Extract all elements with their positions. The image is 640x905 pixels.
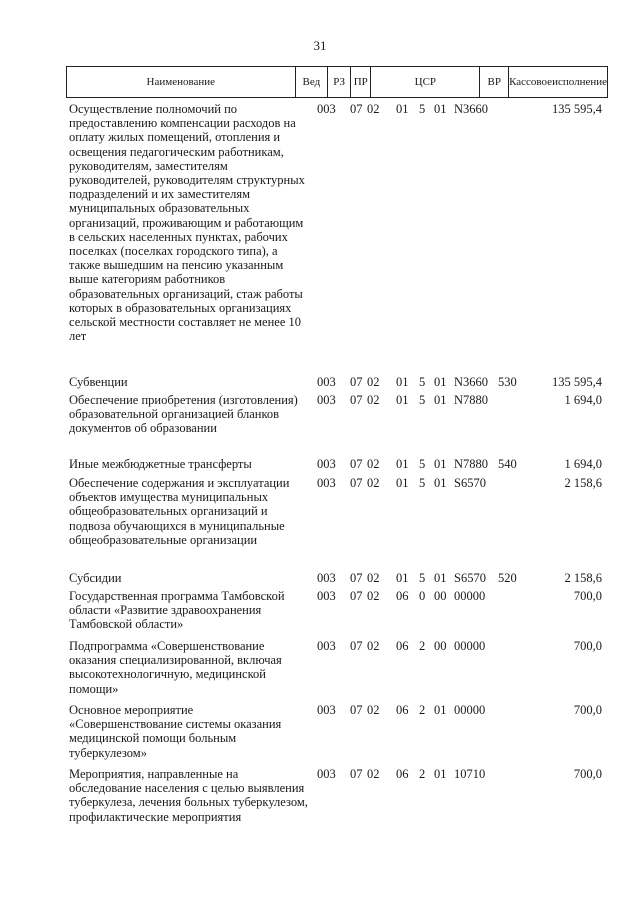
row-csr-direction: S6570 [454, 476, 486, 490]
row-csr-program: 01 [396, 476, 409, 490]
row-ved: 003 [317, 393, 336, 407]
row-pr: 02 [367, 767, 380, 781]
row-csr-direction: N7880 [454, 393, 489, 407]
column-header-pr: ПР [351, 67, 371, 97]
row-kassa: 700,0 [573, 703, 602, 717]
row-csr-program: 01 [396, 571, 409, 585]
row-vr: 520 [498, 571, 517, 585]
row-ved: 003 [317, 703, 336, 717]
row-name: Осуществление полномочий по предоставлению компенсации расходов на оплату жилых помещений, отопления и освещения педагогическим работникам, руководителям, заместителям руководителей, руководителям структурных подразделений и их заместителям муниципальных образовательных организаций, проживающим и работающим в сельских населенных пунктах, рабочих поселках (поселках городского типа), а также вышедшим на пенсию указанным выше категориям работников образовательных организаций, стаж работы которых в образовательных организациях сельской местности составляет не менее 10 лет [69, 102, 305, 344]
column-header-rz: РЗ [328, 67, 351, 97]
row-csr-event: 01 [434, 703, 447, 717]
row-csr-program: 01 [396, 102, 409, 116]
row-pr: 02 [367, 375, 380, 389]
column-header-kassa-line1: Кассовое [509, 76, 553, 88]
row-rz: 07 [350, 639, 363, 653]
row-pr: 02 [367, 589, 380, 603]
row-name: Мероприятия, направленные на обследование населения с целью выявления туберкулеза, лечения больных туберкулезом, профилактические мероприятия [69, 767, 308, 824]
row-name: Субсидии [69, 571, 122, 585]
row-csr-direction: S6570 [454, 571, 486, 585]
row-csr-direction: N3660 [454, 375, 489, 389]
row-vr: 530 [498, 375, 517, 389]
column-header-csr: ЦСР [371, 67, 480, 97]
row-csr-program: 01 [396, 375, 409, 389]
row-csr-program: 06 [396, 639, 409, 653]
row-csr-event: 01 [434, 393, 447, 407]
row-csr-event: 01 [434, 457, 447, 471]
row-rz: 07 [350, 571, 363, 585]
row-kassa: 700,0 [573, 767, 602, 781]
row-csr-event: 01 [434, 102, 447, 116]
row-csr-subprogram: 5 [419, 476, 426, 490]
row-csr-subprogram: 2 [419, 767, 426, 781]
row-kassa: 700,0 [573, 639, 602, 653]
row-csr-event: 01 [434, 571, 447, 585]
row-csr-direction: 00000 [454, 703, 486, 717]
row-rz: 07 [350, 457, 363, 471]
row-kassa: 2 158,6 [564, 571, 602, 585]
row-csr-program: 01 [396, 457, 409, 471]
table-header [66, 66, 608, 98]
row-csr-direction: N3660 [454, 102, 489, 116]
row-name: Субвенции [69, 375, 128, 389]
row-rz: 07 [350, 703, 363, 717]
row-csr-direction: 10710 [454, 767, 486, 781]
row-csr-event: 00 [434, 639, 447, 653]
row-csr-program: 06 [396, 767, 409, 781]
row-kassa: 2 158,6 [564, 476, 602, 490]
row-csr-subprogram: 0 [419, 589, 426, 603]
row-csr-program: 06 [396, 703, 409, 717]
row-pr: 02 [367, 102, 380, 116]
row-ved: 003 [317, 457, 336, 471]
row-csr-event: 01 [434, 375, 447, 389]
column-header-kassa-line2: исполнение [552, 76, 608, 88]
row-ved: 003 [317, 375, 336, 389]
row-rz: 07 [350, 476, 363, 490]
row-rz: 07 [350, 102, 363, 116]
row-rz: 07 [350, 393, 363, 407]
row-csr-subprogram: 5 [419, 571, 426, 585]
row-csr-program: 01 [396, 393, 409, 407]
row-csr-subprogram: 5 [419, 375, 426, 389]
row-kassa: 135 595,4 [552, 102, 602, 116]
row-pr: 02 [367, 571, 380, 585]
row-csr-subprogram: 5 [419, 102, 426, 116]
row-name: Обеспечение содержания и эксплуатации объектов имущества муниципальных общеобразовательных организаций и подвоза обучающихся в муниципальные общеобразовательные организации [69, 476, 290, 547]
row-pr: 02 [367, 703, 380, 717]
row-ved: 003 [317, 102, 336, 116]
row-ved: 003 [317, 476, 336, 490]
row-pr: 02 [367, 393, 380, 407]
row-csr-subprogram: 2 [419, 703, 426, 717]
row-csr-direction: 00000 [454, 639, 486, 653]
row-pr: 02 [367, 639, 380, 653]
row-rz: 07 [350, 767, 363, 781]
row-name: Обеспечение приобретения (изготовления) образовательной организацией бланков документов об образовании [69, 393, 298, 436]
row-csr-event: 00 [434, 589, 447, 603]
row-csr-direction: N7880 [454, 457, 489, 471]
row-ved: 003 [317, 589, 336, 603]
row-csr-subprogram: 5 [419, 457, 426, 471]
column-header-kassa [509, 67, 607, 97]
row-name: Подпрограмма «Совершенствование оказания специализированной, включая высокотехнологичную, медицинской помощи» [69, 639, 282, 696]
row-csr-event: 01 [434, 767, 447, 781]
row-pr: 02 [367, 457, 380, 471]
row-csr-event: 01 [434, 476, 447, 490]
row-kassa: 1 694,0 [564, 457, 602, 471]
column-header-name: Наименование [67, 67, 296, 97]
row-ved: 003 [317, 767, 336, 781]
row-ved: 003 [317, 571, 336, 585]
column-header-vr: ВР [480, 67, 509, 97]
row-name: Основное мероприятие «Совершенствование системы оказания медицинской помощи больным туберкулезом» [69, 703, 282, 760]
row-csr-program: 06 [396, 589, 409, 603]
row-kassa: 700,0 [573, 589, 602, 603]
row-csr-direction: 00000 [454, 589, 486, 603]
row-name: Иные межбюджетные трансферты [69, 457, 252, 471]
page-number: 31 [313, 38, 327, 53]
row-name: Государственная программа Тамбовской области «Развитие здравоохранения Тамбовской области» [69, 589, 285, 632]
row-rz: 07 [350, 375, 363, 389]
row-kassa: 135 595,4 [552, 375, 602, 389]
row-ved: 003 [317, 639, 336, 653]
column-header-ved: Вед [296, 67, 329, 97]
row-kassa: 1 694,0 [564, 393, 602, 407]
row-csr-subprogram: 2 [419, 639, 426, 653]
row-pr: 02 [367, 476, 380, 490]
row-csr-subprogram: 5 [419, 393, 426, 407]
row-vr: 540 [498, 457, 517, 471]
row-rz: 07 [350, 589, 363, 603]
